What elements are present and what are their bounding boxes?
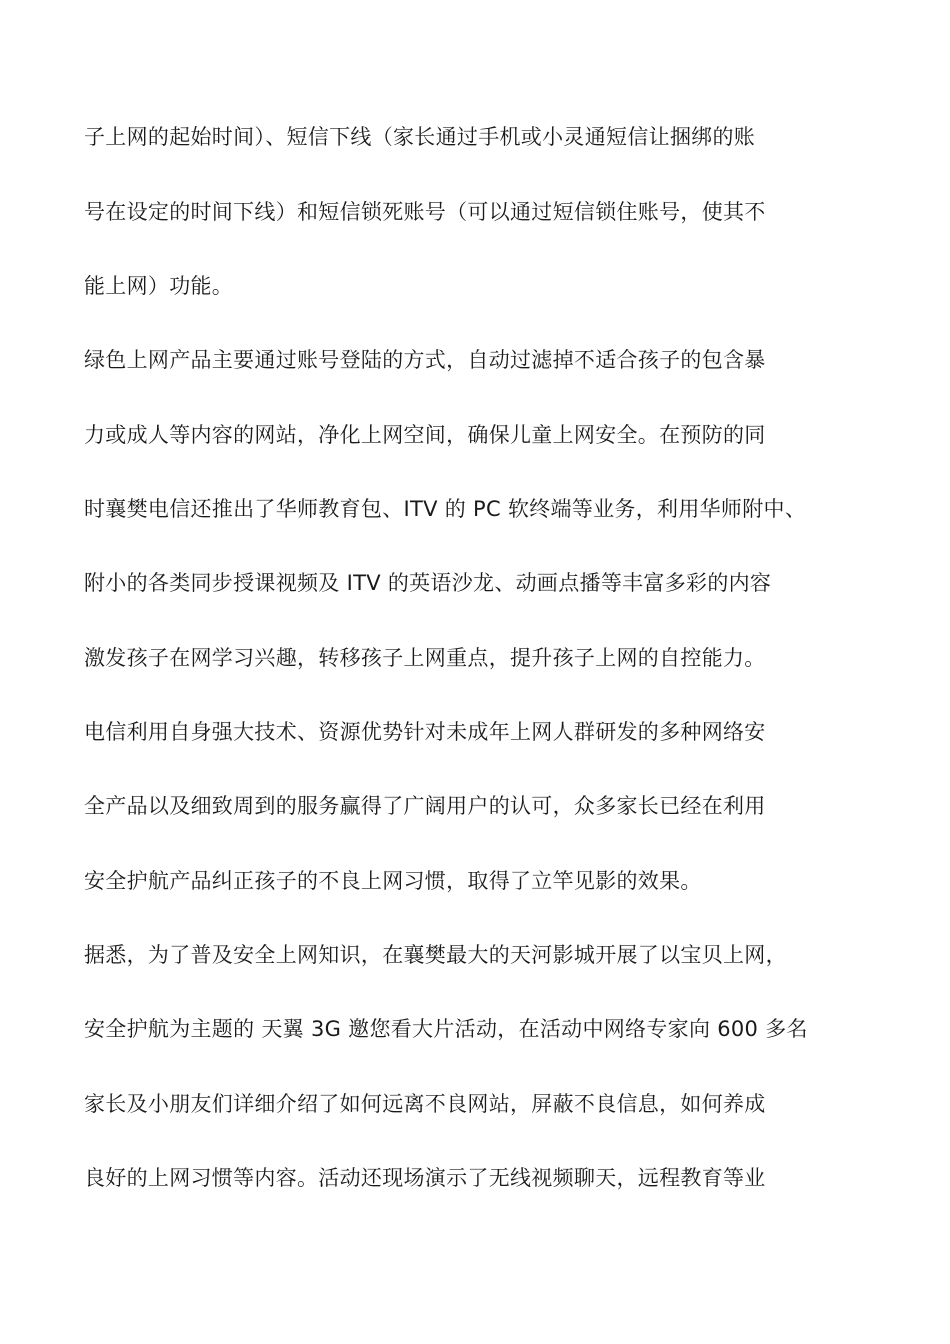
text-line: 安全护航产品纠正孩子的不良上网习惯，取得了立竿见影的效果。	[84, 869, 702, 893]
text-line: 力或成人等内容的网站，净化上网空间，确保儿童上网安全。在预防的同	[84, 423, 766, 447]
text-line: 激发孩子在网学习兴趣，转移孩子上网重点，提升孩子上网的自控能力。	[84, 646, 766, 670]
text-line: 号在设定的时间下线）和短信锁死账号（可以通过短信锁住账号，使其不	[84, 200, 766, 224]
text-line: 绿色上网产品主要通过账号登陆的方式，自动过滤掉不适合孩子的包含暴	[84, 348, 766, 372]
text-line: 安全护航为主题的 天翼 3G 邀您看大片活动，在活动中网络专家向 600 多名	[84, 1017, 808, 1041]
text-line: 附小的各类同步授课视频及 ITV 的英语沙龙、动画点播等丰富多彩的内容	[84, 571, 772, 595]
text-line: 家长及小朋友们详细介绍了如何远离不良网站，屏蔽不良信息，如何养成	[84, 1092, 766, 1116]
text-line: 良好的上网习惯等内容。活动还现场演示了无线视频聊天，远程教育等业	[84, 1166, 766, 1190]
text-line: 子上网的起始时间）、短信下线（家长通过手机或小灵通短信让捆绑的账	[84, 125, 756, 149]
text-line: 全产品以及细致周到的服务赢得了广阔用户的认可，众多家长已经在利用	[84, 794, 766, 818]
text-line: 能上网）功能。	[84, 274, 234, 298]
text-line: 电信利用自身强大技术、资源优势针对未成年上网人群研发的多种网络安	[84, 720, 766, 744]
text-line: 据悉，为了普及安全上网知识，在襄樊最大的天河影城开展了以宝贝上网，	[84, 943, 787, 967]
text-line: 时襄樊电信还推出了华师教育包、ITV 的 PC 软终端等业务，利用华师附中、	[84, 497, 807, 521]
